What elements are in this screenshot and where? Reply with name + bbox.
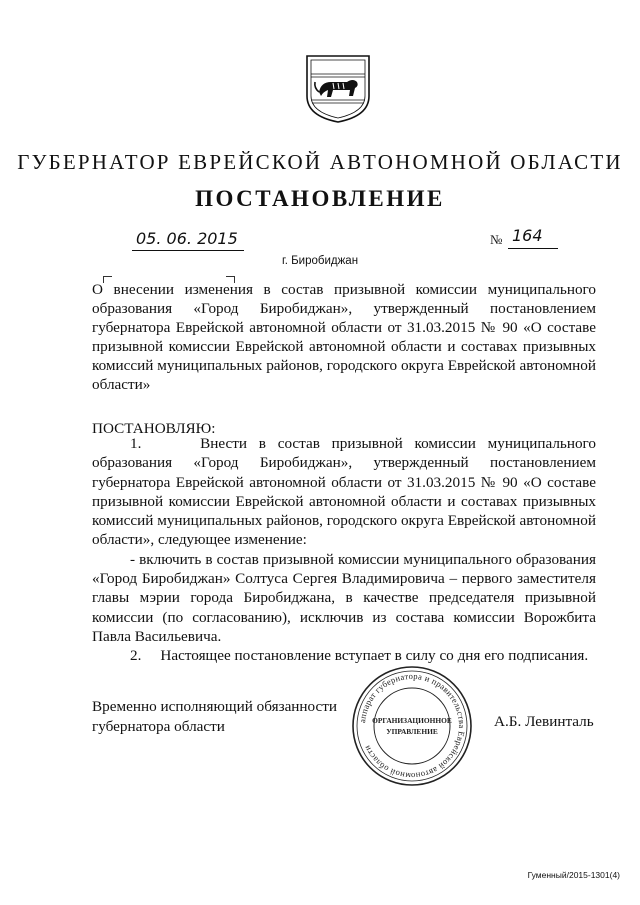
coat-of-arms-emblem <box>303 52 373 124</box>
date-field <box>132 228 244 251</box>
number-field <box>508 226 558 249</box>
signatory-title-line-2: губернатора области <box>92 718 225 735</box>
point-2: 2. Настоящее постановление вступает в силу со дня его подписания. <box>130 647 589 665</box>
date-value: 05. 06. 2015 <box>136 229 238 248</box>
signatory-title <box>92 697 337 737</box>
point-1-amendment: - включить в состав призывной комиссии муниципального образования «Город Биробиджан» Солтуса Сергея Владимировича – первого заместителя главы мэрии города Биробиджана, в качестве председателя призывной комиссии (по согласованию), исключив из состава комиссии Ворожбита Павла Васильевича. <box>92 550 596 645</box>
number-prefix: № <box>490 232 503 247</box>
signatory-title-line-1: Временно исполняющий обязанности <box>92 698 338 715</box>
svg-text:УПРАВЛЕНИЕ: УПРАВЛЕНИЕ <box>386 727 438 736</box>
number-value: 164 <box>512 226 543 245</box>
svg-text:ОРГАНИЗАЦИОННОЕ: ОРГАНИЗАЦИОННОЕ <box>372 716 452 725</box>
document-type: ПОСТАНОВЛЕНИЕ <box>195 186 445 211</box>
official-stamp <box>350 664 474 788</box>
point-1: 1. Внести в состав призывной комиссии муниципального образования «Город Биробиджан», утвержденный постановлением губернатора Еврейской автономной области от 31.03.2015 № 90 «О составе призывной комиссии Еврейской автономной области и составах призывных комиссий муниципальных районов, городского округа Еврейской автономной области», следующее изменение: <box>92 435 596 549</box>
svg-text:аппарат губернатора и правител: аппарат губернатора и правительства Еврейской автономной области <box>357 670 468 782</box>
document-subject: О внесении изменения в состав призывной комиссии муниципального образования «Город Биробиджан», утвержденный постановлением губернатора Еврейской автономной области от 31.03.2015 № 90 «О составе призывной комиссии Еврейской автономной области и составах призывных комиссий муниципальных районов, городского округа Еврейской автономной области» <box>92 281 596 393</box>
issuing-authority: ГУБЕРНАТОР ЕВРЕЙСКОЙ АВТОНОМНОЙ ОБЛАСТИ <box>17 150 623 174</box>
document-body <box>92 434 596 666</box>
signatory-name: А.Б. Левинталь <box>494 713 594 730</box>
city-label: г. Биробиджан <box>281 255 359 267</box>
decree-word: ПОСТАНОВЛЯЮ: <box>92 420 216 437</box>
footer-code: Гуменный/2015-1301(4) <box>527 870 620 880</box>
